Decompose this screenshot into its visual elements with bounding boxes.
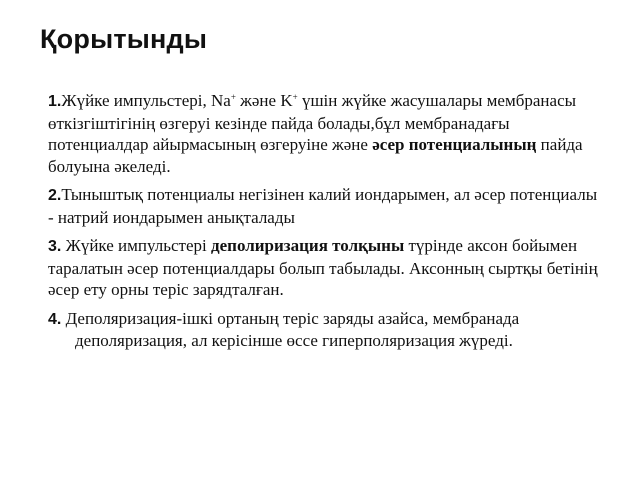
point-4-number: 4. — [48, 310, 62, 328]
point-3 — [48, 235, 604, 301]
conclusion-list — [48, 90, 604, 359]
point-3-text-a: Жүйке импульстері — [61, 236, 211, 255]
slide-title: Қорытынды — [40, 24, 208, 54]
point-1-text-c: үшін жүйке жасушалары мембранасы өткізгіштігінің өзгеруі кезінде пайда болады,бұл мембранадағы потенциалдар айырмасының өзгеруіне және — [48, 91, 577, 154]
point-1-number: 1. — [48, 93, 62, 110]
point-3-text-b: түрінде аксон бойымен таралатын әсер потенциалдары болып табылады. Аксонның сыртқы бетінің әсер ету орны теріс зарядталған. — [48, 236, 598, 299]
point-1-text-b: және K — [235, 91, 293, 110]
potassium-charge-superscript: + — [292, 92, 298, 102]
point-2-number: 2. — [48, 187, 62, 204]
sodium-charge-superscript: + — [230, 92, 236, 102]
point-3-bold-term: деполиризация толқыны — [211, 236, 405, 255]
point-1-bold-term: әсер потенциалының — [372, 135, 537, 154]
point-1 — [48, 90, 604, 177]
point-3-number: 3. — [48, 238, 62, 255]
point-4-text: Деполяризация-ішкі ортаның теріс заряды азайса, мембранада деполяризация, ал керісінше өссе гиперполяризация жүреді. — [61, 308, 520, 350]
point-2-text: Тыныштық потенциалы негізінен калий иондарымен, ал әсер потенциалы - натрий иондарымен анықталады — [48, 185, 598, 227]
point-1-text-a: Жүйке импульстері, Na — [61, 91, 231, 110]
point-1-text-d: пайда болуына әкеледі. — [48, 135, 583, 176]
point-2 — [48, 184, 604, 228]
point-4 — [48, 308, 604, 352]
